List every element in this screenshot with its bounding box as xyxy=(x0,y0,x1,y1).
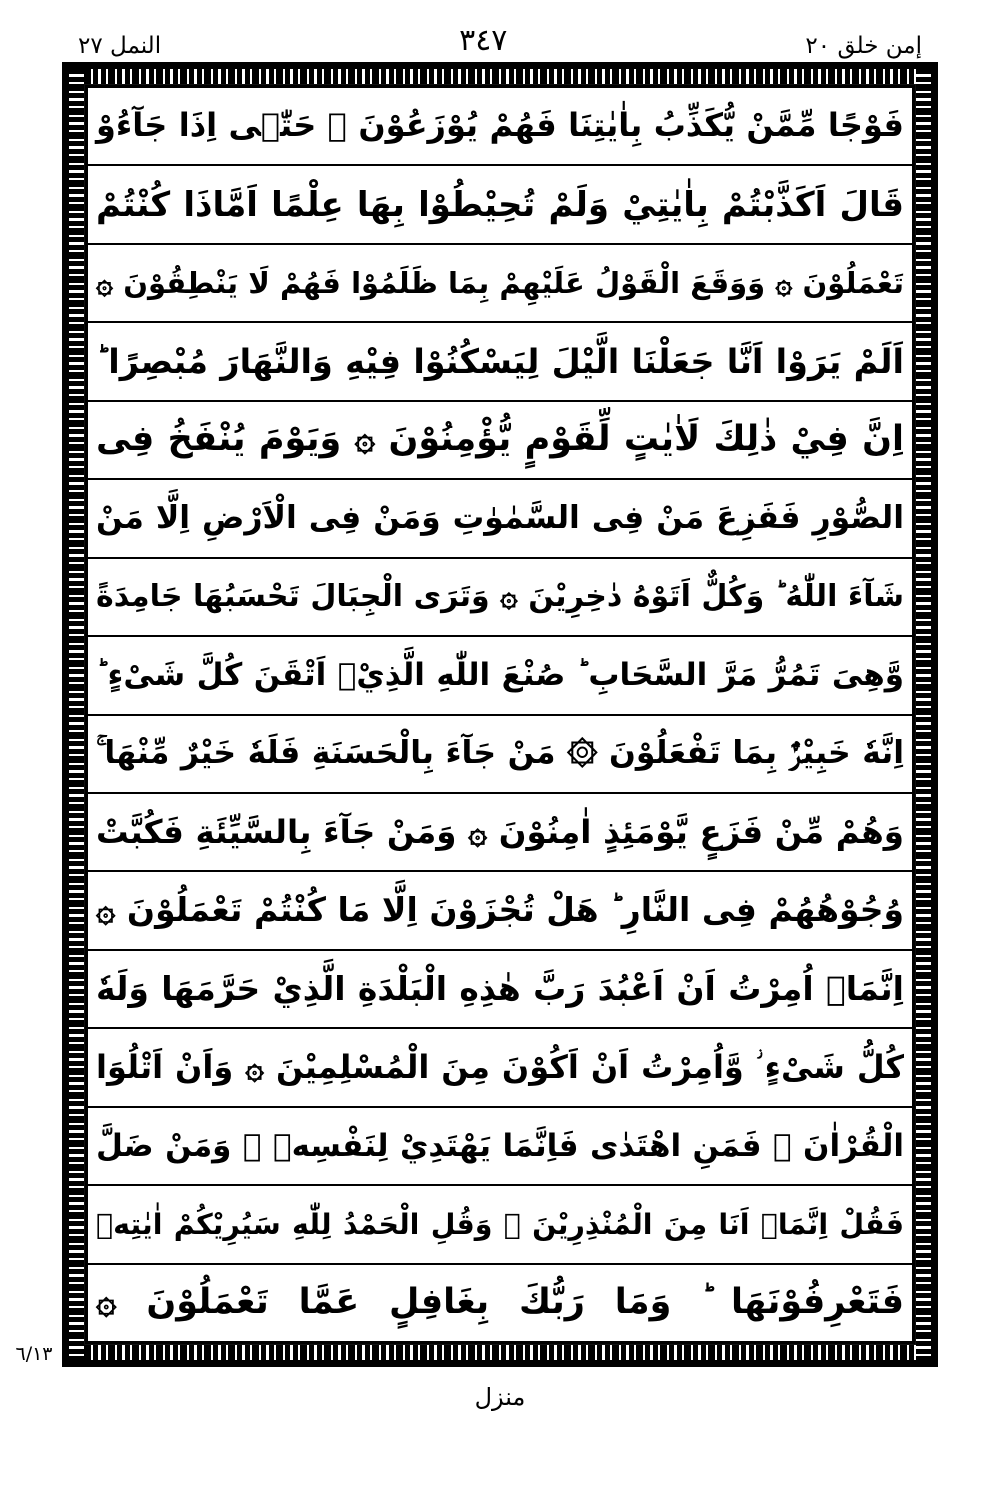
ayah-line xyxy=(88,1186,912,1264)
ayah-text: قَالَ اَكَذَّبْتُمْ بِاٰيٰتِيْ وَلَمْ تُحِيْطُوْا بِهَا عِلْمًا اَمَّاذَا كُنْتُمْ xyxy=(96,184,904,225)
ayah-line xyxy=(88,245,912,323)
surah-label: النمل ٢٧ xyxy=(78,33,162,59)
ayah-line xyxy=(88,559,912,637)
ayah-text: كُلُّ شَىْءٍ ؗ وَّاُمِرْتُ اَنْ اَكُوْنَ مِنَ الْمُسْلِمِيْنَ ۞ وَاَنْ اَتْلُوَا xyxy=(96,1047,904,1086)
ayah-line xyxy=(88,637,912,715)
ayah-text: شَآءَ اللّٰهُ ؕ وَكُلٌّ اَتَوْهُ دٰخِرِيْنَ ۞ وَتَرَى الْجِبَالَ تَحْسَبُهَا جَامِدَةً xyxy=(96,579,904,615)
ornament-top xyxy=(69,69,931,84)
ayah-line xyxy=(88,716,912,794)
ayah-text: فَتَعْرِفُوْنَهَا ؕ وَمَا رَبُّكَ بِغَافِلٍ عَمَّا تَعْمَلُوْنَ ۞ xyxy=(96,1282,904,1323)
ayah-text: وَّهِىَ تَمُرُّ مَرَّ السَّحَابِ ؕ صُنْعَ اللّٰهِ الَّذِيْۤ اَتْقَنَ كُلَّ شَىْءٍ ؕ xyxy=(96,656,904,693)
ayah-line xyxy=(88,402,912,480)
ayah-text: اَلَمْ يَرَوْا اَنَّا جَعَلْنَا الَّيْلَ لِيَسْكُنُوْا فِيْهِ وَالنَّهَارَ مُبْصِرًا ؕ xyxy=(96,341,904,381)
ayah-text: اِنَّهٗ خَبِيْرٌۢ بِمَا تَفْعَلُوْنَ ۞ مَنْ جَآءَ بِالْحَسَنَةِ فَلَهٗ خَيْرٌ مِّنْهَا ۚ xyxy=(96,735,904,772)
ayah-line xyxy=(88,480,912,558)
ayah-text: الصُّوْرِ فَفَزِعَ مَنْ فِى السَّمٰوٰتِ وَمَنْ فِى الْاَرْضِ اِلَّا مَنْ xyxy=(96,499,904,536)
ayah-line xyxy=(88,88,912,166)
ayah-text: فَقُلْ اِنَّمَاۤ اَنَا مِنَ الْمُنْذِرِيْنَ ۞ وَقُلِ الْحَمْدُ لِلّٰهِ سَيُرِيْكُمْ اٰيٰتِهٖ xyxy=(96,1207,904,1241)
text-frame xyxy=(62,62,938,1367)
ayah-line xyxy=(88,794,912,872)
ayah-text: الْقُرْاٰنَ ۚ فَمَنِ اهْتَدٰى فَاِنَّمَا يَهْتَدِيْ لِنَفْسِهٖ ۚ وَمَنْ ضَلَّ xyxy=(96,1127,904,1164)
ayah-text: اِنَّمَاۤ اُمِرْتُ اَنْ اَعْبُدَ رَبَّ هٰذِهِ الْبَلْدَةِ الَّذِيْ حَرَّمَهَا وَلَهٗ xyxy=(96,968,904,1008)
margin-note: ٦/١٣ xyxy=(15,1343,53,1366)
ornament-right xyxy=(916,69,931,1360)
page-header xyxy=(0,0,1000,62)
ayah-line xyxy=(88,166,912,244)
ornament-bottom xyxy=(69,1345,931,1360)
page-number: ٣٤٧ xyxy=(459,23,508,58)
ayah-text: فَوْجًا مِّمَّنْ يُّكَذِّبُ بِاٰيٰتِنَا فَهُمْ يُوْزَعُوْنَ ۞ حَتّٰۤى اِذَا جَآءُوْ xyxy=(96,106,904,145)
page-footer xyxy=(0,1367,1000,1485)
juz-label: إمن خلق ٢٠ xyxy=(805,33,922,59)
ayah-line xyxy=(88,951,912,1029)
ornament-left xyxy=(69,69,84,1360)
ayah-text: وُجُوْهُهُمْ فِى النَّارِ ؕ هَلْ تُجْزَوْنَ اِلَّا مَا كُنْتُمْ تَعْمَلُوْنَ ۞ xyxy=(96,890,904,930)
ayah-line xyxy=(88,323,912,401)
manzil-label: منزل xyxy=(474,1383,526,1411)
ayah-line xyxy=(88,872,912,950)
ayah-text: اِنَّ فِيْ ذٰلِكَ لَاٰيٰتٍ لِّقَوْمٍ يُّؤْمِنُوْنَ ۞ وَيَوْمَ يُنْفَخُ فِى xyxy=(96,419,904,460)
ayah-text: تَعْمَلُوْنَ ۞ وَوَقَعَ الْقَوْلُ عَلَيْهِمْ بِمَا ظَلَمُوْا فَهُمْ لَا يَنْطِقُوْنَ ۞ xyxy=(96,265,904,300)
ayah-line xyxy=(88,1108,912,1186)
ayah-line xyxy=(88,1265,912,1341)
ayah-lines-container xyxy=(85,85,915,1344)
ayah-line xyxy=(88,1029,912,1107)
ayah-text: وَهُمْ مِّنْ فَزَعٍ يَّوْمَئِذٍ اٰمِنُوْنَ ۞ وَمَنْ جَآءَ بِالسَّيِّئَةِ فَكُبَّتْ xyxy=(96,812,904,851)
